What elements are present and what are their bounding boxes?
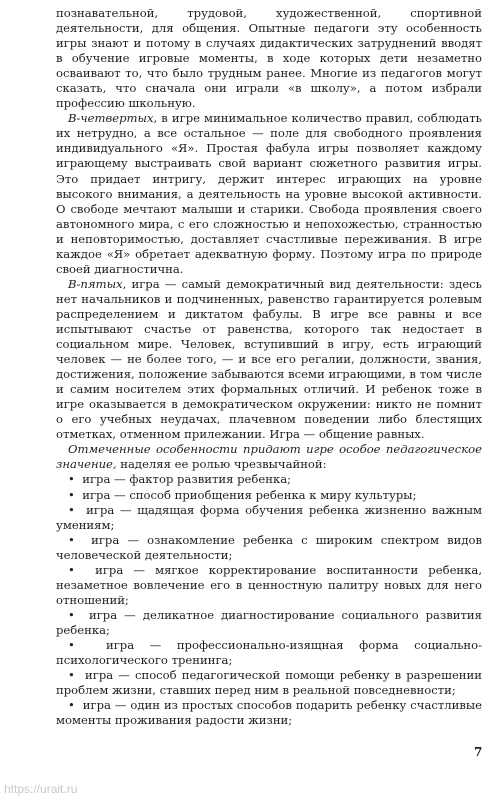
page-number: 7 [474,745,483,759]
list-item: • игра — деликатное диагностирование социального развития ребенка; [56,608,482,638]
list-item: • игра — щадящая форма обучения ребенка жизненно важным умениям; [56,503,482,533]
list-item: • игра — фактор развития ребенка; [56,472,482,487]
paragraph-text: познавательной, трудовой, художественной, спортивной деятельности, для общения. Опытные педагоги эту особенность игры знают и потому в случаях дидактических затруднений вводят в обучение игровые моменты, в ходе которых дети незаметно осваивают то, что было трудным ранее. Многие из педагогов могут сказать, что сначала они играли «в школу», а потом избрали профессию школьную. [56,6,482,111]
list-item: • игра — способ приобщения ребенка к миру культуры; [56,488,482,503]
list-item: • игра — мягкое корректирование воспитанности ребенка, незаметное вовлечение его в ценностную палитру новых для него отношений; [56,563,482,608]
paragraph-text: наделяя ее ролью чрезвычайной: [116,457,327,472]
list-item: • игра — профессионально-изящная форма социально-психологического тренинга; [56,638,482,668]
paragraph-continued [56,6,482,111]
paragraph-lead-italic: В-пятых [68,276,123,291]
paragraph-text: , в игре минимальное количество правил, соблюдать их нетрудно, а все остальное — поле для свободного проявления индивидуального «Я». Простая фабула игры позволяет каждому играющему выстраивать свой вариант сюжетного развития игры. Это придает интригу, держит интерес играющих на уровне высокого внимания, а деятельность на уровне высокой активности. О свободе мечтают малыши и старики. Свобода проявления своего автономного мира, с его сложностью и непохожестью, странностью и неповторимостью, доставляет счастливые переживания. В игре каждое «Я» обретает адекватную форму. Поэтому игра по природе своей диагностична. [56,111,482,276]
paragraph-conclusion [56,442,482,472]
list-item: • игра — ознакомление ребенка с широким спектром видов человеческой деятельности; [56,533,482,563]
list-item: • игра — один из простых способов подарить ребенку счастливые моменты проживания радости жизни; [56,698,482,728]
bullet-list [56,472,482,728]
paragraph-text: , игра — самый демократичный вид деятельности: здесь нет начальников и подчиненных, равенство гарантируется ролевым распределением и диктатом фабулы. В игре все равны и все испытывают счастье от равенства, которого так недостает в социальном мире. Человек, вступивший в игру, есть играющий человек — не более того, — и все его регалии, должности, звания, достижения, положение забываются всеми играющими, в том числе и самим носителем этих формальных отличий. И ребенок тоже в игре оказывается в демократическом окружении: никто не помнит о его учебных неудачах, плачевном поведении либо блестящих отметках, отменном прилежании. Игра — общение равных. [56,276,482,442]
page-body [56,6,482,728]
paragraph-lead-italic: Отмеченные особенности придают игре особое педагогическое значение, [56,442,482,472]
source-watermark: https://urait.ru [4,782,78,796]
list-item: • игра — способ педагогической помощи ребенку в разрешении проблем жизни, ставших перед ним в реальной повседневности; [56,668,482,698]
paragraph-fourth [56,111,482,277]
paragraph-lead-italic: В-четвертых [68,111,154,126]
paragraph-fifth [56,277,482,443]
